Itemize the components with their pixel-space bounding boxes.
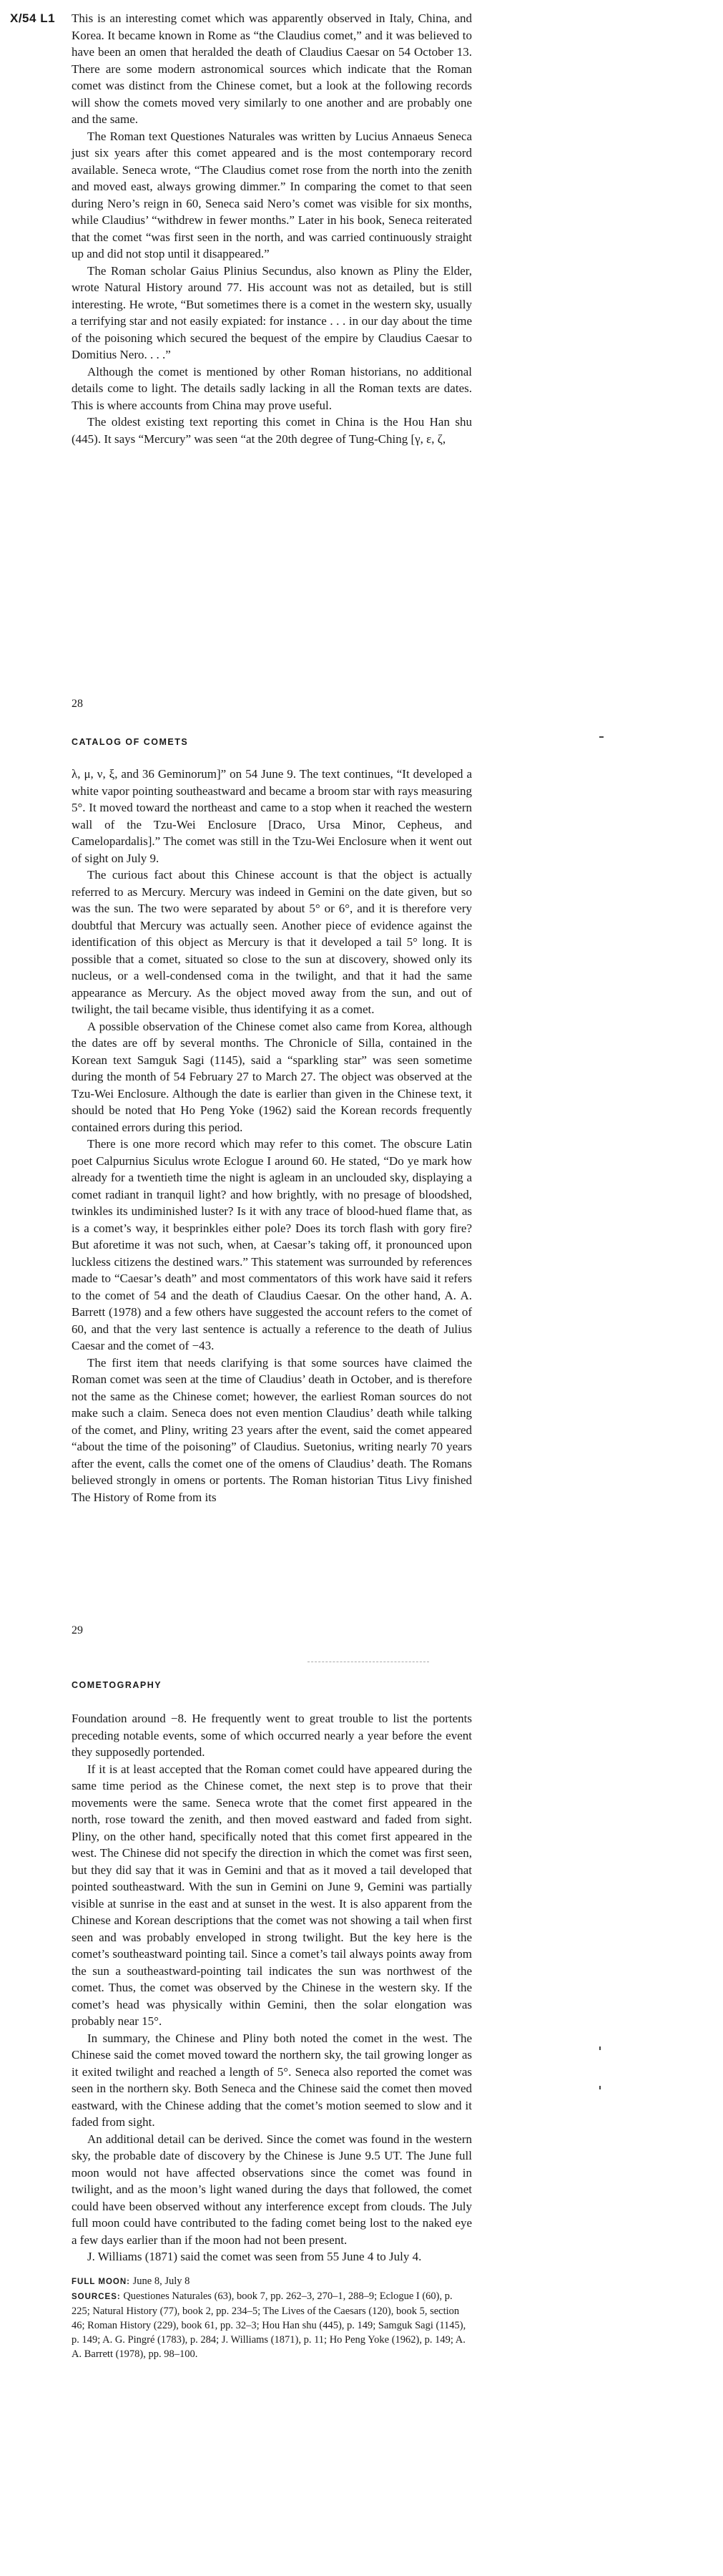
paragraph: In summary, the Chinese and Pliny both noted the comet in the west. The Chinese said the comet moved toward the northern sky, the tail growing longer as it exited twilight and reached a length of 5°. Seneca also reported the comet was seen in the northern sky. Both Seneca and the Chinese said the comet then moved eastward, with the Chinese adding that the comet’s motion seemed to slow and it faded from sight. — [72, 2031, 472, 2129]
margin-mark — [599, 2086, 601, 2089]
page-1 — [0, 0, 723, 716]
paragraph: Foundation around −8. He frequently went to great trouble to list the portents preceding notable events, some of which occurred nearly a year before the event they supposedly portended. — [72, 1712, 472, 1759]
paragraph: The Roman scholar Gaius Plinius Secundus, also known as Pliny the Elder, wrote Natural History around 77. His account was not as detailed, but is still interesting. He wrote, “But sometimes there is a comet in the western sky, usually a terrifying star and not easily expiated: for instance . . . in our day about the time of the poisoning which secured the bequest of the empire by Claudius Caesar to Domitius Nero. . . .” — [72, 263, 472, 361]
page-2 — [0, 716, 723, 1660]
paragraph: A possible observation of the Chinese comet also came from Korea, although the dates are off by several months. The Chronicle of Silla, contained in the Korean text Samguk Sagi (1145), said a “sparkling star” was seen sometime during the month of 54 February 27 to March 27. The object was observed at the Tzu-Wei Enclosure. Although the date is earlier than given in the Chinese text, it should be noted that Ho Peng Yoke (1962) said the Korean records frequently contained errors during this period. — [72, 1019, 472, 1134]
paragraph: There is one more record which may refer to this comet. The obscure Latin poet Calpurnius Siculus wrote Eclogue I around 60. He stated, “Do ye mark how already for a twentieth time the night is agleam in an unclouded sky, displaying a comet radiant in tranquil light? and how brightly, with no presage of bloodshed, twinkles its undiminished luster? Is it with any trace of blood-hued flame that, as is a comet’s way, it besprinkles either pole? Does its torch flash with gory fire? But aforetime it was not such, when, at Caesar’s taking off, it pronounced upon luckless citizens the destined wars.” This statement was surrounded by references made to “Caesar’s death” and most commentators of this work have said it refers to the comet of 54 and the death of Claudius Caesar. On the other hand, A. A. Barrett (1978) and a few others have suggested the account refers to the comet of 60, and that the very last sentence is actually a reference to the death of Julius Caesar and the comet of −43. — [72, 1137, 472, 1352]
page-3 — [0, 1660, 723, 2576]
sources-label: SOURCES: — [72, 2292, 121, 2301]
full-moon-dates: June 8, July 8 — [132, 2275, 190, 2287]
body-text-page-1 — [72, 10, 472, 447]
running-head: CATALOG OF COMETS — [72, 737, 189, 747]
paragraph: λ, μ, ν, ξ, and 36 Geminorum]” on 54 June 9. The text continues, “It developed a white vapor pointing southeastward and became a broom star with rays measuring 5°. It moved toward the northeast and came to a stop when it reached the western wall of the Tzu-Wei Enclosure [Draco, Ursa Minor, Cepheus, and Camelopardalis].” The comet was still in the Tzu-Wei Enclosure when it went out of sight on July 9. — [72, 767, 472, 865]
paragraph: Although the comet is mentioned by other Roman historians, no additional details come to light. The details sadly lacking in all the Roman texts are dates. This is where accounts from China may prove useful. — [72, 364, 472, 412]
body-text-page-3 — [72, 1710, 472, 2361]
sources-list: Questiones Naturales (63), book 7, pp. 262–3, 270–1, 288–9; Eclogue I (60), p. 225; Natural History (77), book 2, pp. 234–5; The Lives of the Caesars (120), book 5, section 46; Roman History (229), book 61, pp. 32–3; Hou Han shu (445), p. 149; Samguk Sagi (1145), p. 149; A. G. Pingré (1783), p. 284; J. Williams (1871), p. 11; Ho Peng Yoke (1962), p. 149; A. A. Barrett (1978), pp. 98–100. — [72, 2290, 466, 2360]
margin-mark — [599, 736, 604, 738]
entry-id: X/54 L1 — [10, 11, 56, 25]
running-head: COMETOGRAPHY — [72, 1680, 162, 1690]
sources-note — [72, 2289, 472, 2361]
paragraph: If it is at least accepted that the Roman comet could have appeared during the same time period as the Chinese comet, the next step is to prove that their movements were the same. Seneca wrote that the comet first appeared in the north, rose toward the zenith, and then moved eastward and faded from sight. Pliny, on the other hand, specifically noted that this comet first appeared in the west. The Chinese did not specify the direction in which the comet was first seen, but they did say that it was in Gemini and that as it moved a tail developed that pointed southeastward. With the sun in Gemini on June 9, Gemini was partially visible at sunrise in the east and at sunset in the west. It is also apparent from the Chinese and Korean descriptions that the comet was not showing a tail when first seen and was probably enveloped in strong twilight. But the key here is the comet’s southeastward pointing tail. Since a comet’s tail always points away from the sun a southeastward-pointing tail indicates the sun was northwest of the comet. Thus, the comet was observed by the Chinese in the western sky. If the comet’s head was physically within Gemini, then the solar elongation was probably near 15°. — [72, 1762, 472, 2028]
full-moon-note — [72, 2274, 472, 2289]
body-text-page-2 — [72, 766, 472, 1506]
paragraph: The Roman text Questiones Naturales was written by Lucius Annaeus Seneca just six years after this comet appeared and is the most contemporary record available. Seneca wrote, “The Claudius comet rose from the north into the zenith and moved east, always growing dimmer.” In comparing the comet to that seen during Nero’s reign in 60, Seneca said Nero’s comet was visible for six months, while Claudius’ “withdrew in fewer months.” Later in his book, Seneca reiterated that the comet “was first seen in the north, and was carried continuously straight up and did not stop until it disappeared.” — [72, 129, 472, 260]
paragraph: The first item that needs clarifying is that some sources have claimed the Roman comet was seen at the time of Claudius’ death in October, and is therefore not the same as the Chinese comet; however, the earliest Roman sources do not make such a claim. Seneca does not even mention Claudius’ death while talking of the comet, and Pliny, writing 23 years after the event, said the comet appeared “about the time of the poisoning” of Claudius. Suetonius, writing nearly 70 years after the event, calls the comet one of the omens of Claudius’ death. The Romans believed strongly in omens or portents. The Roman historian Titus Livy finished The History of Rome from its — [72, 1355, 472, 1504]
paragraph: J. Williams (1871) said the comet was seen from 55 June 4 to July 4. — [87, 2250, 422, 2263]
margin-mark — [599, 2046, 601, 2050]
paragraph: This is an interesting comet which was apparently observed in Italy, China, and Korea. It became known in Rome as “the Claudius comet,” and it was believed to have been an omen that heralded the death of Claudius Caesar on 54 October 13. There are some modern astronomical sources which indicate that the Roman comet was distinct from the Chinese comet, but a look at the following records will show the comets moved very similarly to one another and are probably one and the same. — [72, 11, 472, 126]
paragraph: An additional detail can be derived. Since the comet was found in the western sky, the probable date of discovery by the Chinese is June 9.5 UT. The June full moon would not have affected observations since the comet was found in twilight, and as the moon’s light waned during the days that followed, the comet could have been observed without any interference except from clouds. The July full moon could have contributed to the fading comet being lost to the naked eye a few days earlier than if the moon had not been present. — [72, 2132, 472, 2247]
page-number: 29 — [72, 1624, 83, 1636]
page-number: 28 — [72, 698, 83, 710]
paragraph: The oldest existing text reporting this comet in China is the Hou Han shu (445). It says “Mercury” was seen “at the 20th degree of Tung-Ching [γ, ε, ζ, — [72, 415, 472, 446]
full-moon-label: FULL MOON: — [72, 2277, 130, 2286]
paragraph: The curious fact about this Chinese account is that the object is actually referred to as Mercury. Mercury was indeed in Gemini on the date given, but so was the sun. The two were separated by about 5° or 6°, and it is therefore very doubtful that Mercury was actually seen. Another piece of evidence against the identification of this object as Mercury is that it developed a tail 5° long. It is possible that a comet, situated so close to the sun at discovery, showed only its nucleus, or a well-condensed coma in the twilight, and that it had the same appearance as Mercury. As the object moved away from the sun, and out of twilight, the tail became visible, thus identifying it as a comet. — [72, 868, 472, 1016]
